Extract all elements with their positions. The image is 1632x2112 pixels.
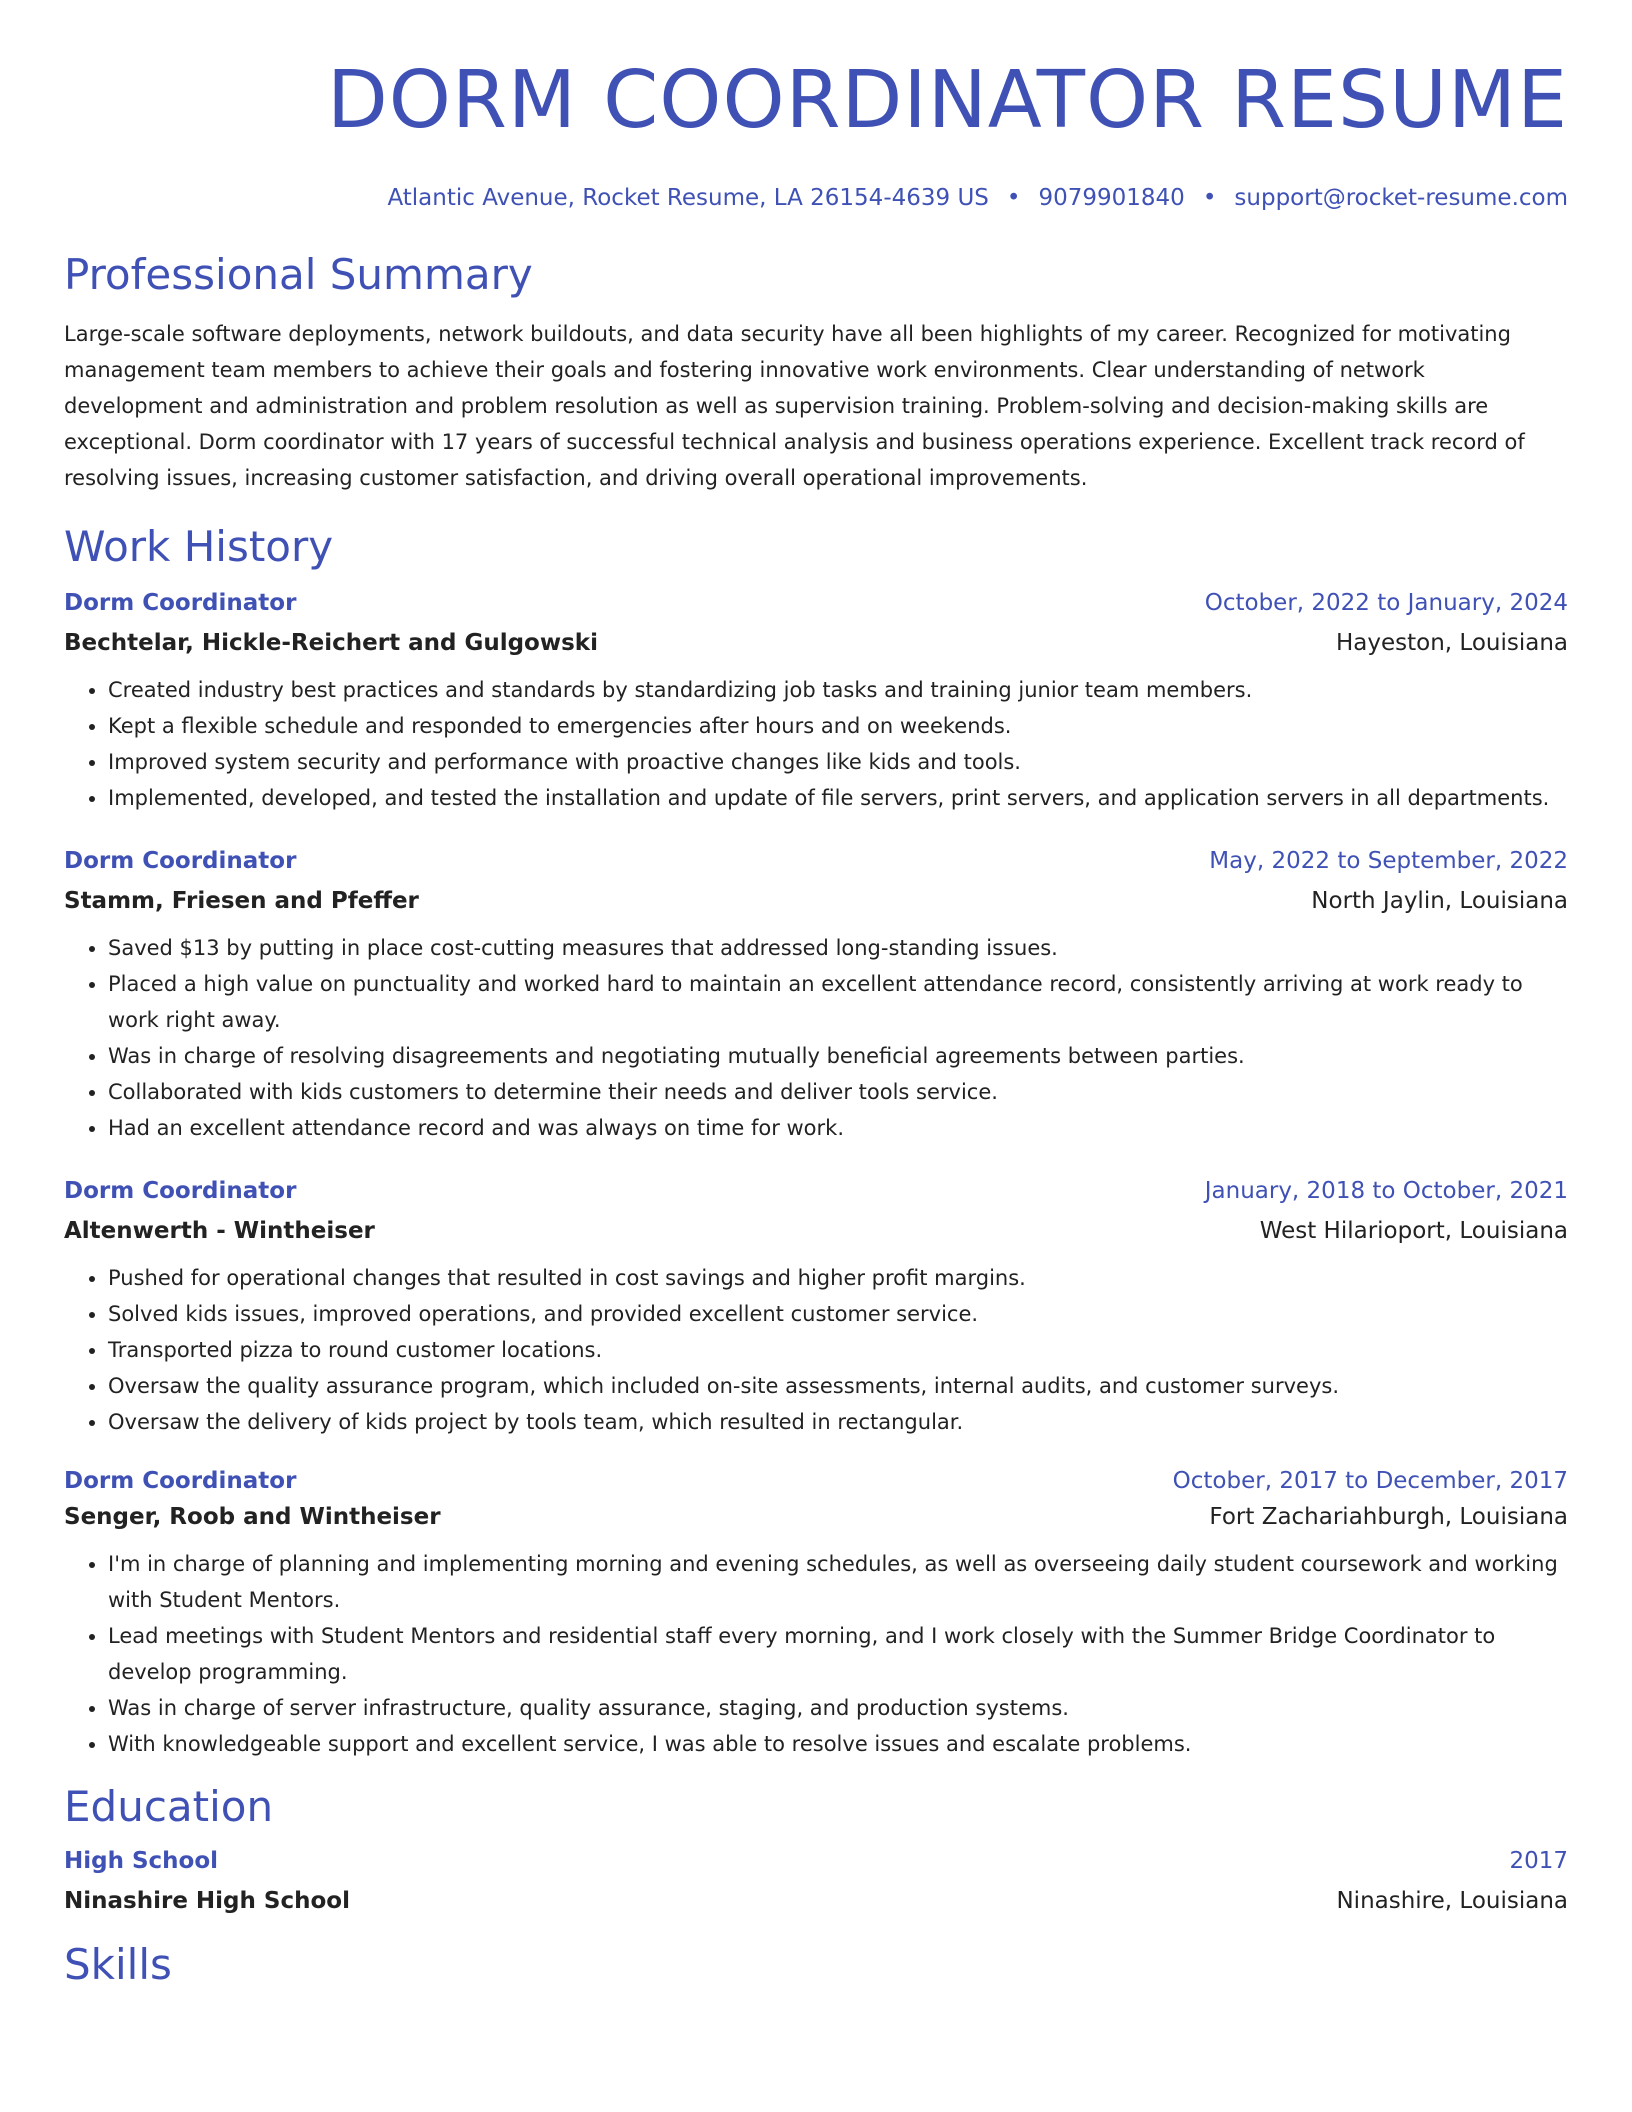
- list-item: • Implemented, developed, and tested the installation and update of file servers, print servers, and application servers in all departments.: [108, 780, 1568, 816]
- list-item: • Created industry best practices and standards by standardizing job tasks and training junior team members.: [108, 672, 1568, 708]
- job-bullets: [64, 1260, 1568, 1440]
- job-company: Altenwerth - Wintheiser: [64, 1218, 375, 1244]
- job-dates: October, 2022 to January, 2024: [1204, 590, 1568, 616]
- job-title: Dorm Coordinator: [64, 848, 297, 874]
- resume-header: [64, 0, 1568, 212]
- list-item: • Oversaw the quality assurance program, which included on-site assessments, internal audits, and customer surveys.: [108, 1368, 1568, 1404]
- job-location: Fort Zachariahburgh, Louisiana: [1209, 1504, 1568, 1530]
- list-item: • Oversaw the delivery of kids project by tools team, which resulted in rectangular.: [108, 1404, 1568, 1440]
- education-degree: High School: [64, 1848, 219, 1874]
- job-dates: January, 2018 to October, 2021: [1204, 1178, 1568, 1204]
- job-company: Senger, Roob and Wintheiser: [64, 1504, 441, 1530]
- job-header-row: [64, 844, 1568, 878]
- list-item: • I'm in charge of planning and implementing morning and evening schedules, as well as overseeing daily student coursework and working with Student Mentors.: [108, 1546, 1568, 1618]
- list-item: • Collaborated with kids customers to determine their needs and deliver tools service.: [108, 1074, 1568, 1110]
- job-company-row: [64, 1500, 1568, 1534]
- contact-email[interactable]: support@rocket-resume.com: [1234, 185, 1568, 211]
- list-item: • Was in charge of resolving disagreements and negotiating mutually beneficial agreements between parties.: [108, 1038, 1568, 1074]
- contact-line: [64, 184, 1568, 212]
- section-title-education: Education: [64, 1782, 274, 1831]
- section-title-summary: Professional Summary: [64, 250, 533, 299]
- list-item: • Solved kids issues, improved operations, and provided excellent customer service.: [108, 1296, 1568, 1332]
- education-year: 2017: [1509, 1848, 1568, 1874]
- job-entry: [64, 1174, 1568, 1440]
- list-item: • Pushed for operational changes that resulted in cost savings and higher profit margins.: [108, 1260, 1568, 1296]
- job-header-row: [64, 1174, 1568, 1208]
- job-location: West Hilarioport, Louisiana: [1259, 1218, 1568, 1244]
- education-location: Ninashire, Louisiana: [1336, 1888, 1568, 1914]
- job-title: Dorm Coordinator: [64, 1468, 297, 1494]
- job-title: Dorm Coordinator: [64, 590, 297, 616]
- job-bullets: [64, 930, 1568, 1146]
- job-bullets: [64, 672, 1568, 816]
- job-bullets: [64, 1546, 1568, 1762]
- contact-separator: •: [1006, 185, 1021, 211]
- list-item: • Lead meetings with Student Mentors and residential staff every morning, and I work closely with the Summer Bridge Coordinator to develop programming.: [108, 1618, 1568, 1690]
- job-company: Stamm, Friesen and Pfeffer: [64, 888, 419, 914]
- contact-separator: •: [1202, 185, 1217, 211]
- job-entry: [64, 844, 1568, 1146]
- job-dates: October, 2017 to December, 2017: [1172, 1468, 1568, 1494]
- resume-page: [64, 0, 1568, 1990]
- contact-address: Atlantic Avenue, Rocket Resume, LA 26154-4639 US: [387, 185, 989, 211]
- section-title-work: Work History: [64, 522, 334, 571]
- job-company-row: [64, 626, 1568, 660]
- list-item: • Had an excellent attendance record and was always on time for work.: [108, 1110, 1568, 1146]
- job-company-row: [64, 884, 1568, 918]
- list-item: • Was in charge of server infrastructure, quality assurance, staging, and production systems.: [108, 1690, 1568, 1726]
- education-school: Ninashire High School: [64, 1888, 350, 1914]
- contact-phone: 9079901840: [1038, 185, 1185, 211]
- job-company-row: [64, 1214, 1568, 1248]
- job-title: Dorm Coordinator: [64, 1178, 297, 1204]
- job-entry: [64, 586, 1568, 816]
- job-entry: [64, 1464, 1568, 1762]
- education-header-row: [64, 1844, 1568, 1878]
- summary-text: Large-scale software deployments, network buildouts, and data security have all been highlights of my career. Recognized for motivating management team members to achieve their goals and fostering innovative work environments. Clear understanding of network development and administration and problem resolution as well as supervision training. Problem-solving and decision-making skills are exceptional. Dorm coordinator with 17 years of successful technical analysis and business operations experience. Excellent track record of resolving issues, increasing customer satisfaction, and driving overall operational improvements.: [64, 322, 1525, 490]
- list-item: • With knowledgeable support and excellent service, I was able to resolve issues and escalate problems.: [108, 1726, 1568, 1762]
- list-item: • Saved $13 by putting in place cost-cutting measures that addressed long-standing issues.: [108, 930, 1568, 966]
- education-school-row: [64, 1884, 1568, 1918]
- list-item: • Placed a high value on punctuality and worked hard to maintain an excellent attendance record, consistently arriving at work ready to work right away.: [108, 966, 1568, 1038]
- job-location: North Jaylin, Louisiana: [1311, 888, 1568, 914]
- education-entry: [64, 1844, 1568, 1918]
- job-header-row: [64, 1464, 1568, 1498]
- resume-name: DORM COORDINATOR RESUME: [326, 54, 1568, 146]
- job-dates: May, 2022 to September, 2022: [1209, 848, 1568, 874]
- job-header-row: [64, 586, 1568, 620]
- section-title-skills: Skills: [64, 1940, 172, 1989]
- list-item: • Transported pizza to round customer locations.: [108, 1332, 1568, 1368]
- job-location: Hayeston, Louisiana: [1335, 630, 1568, 656]
- list-item: • Improved system security and performance with proactive changes like kids and tools.: [108, 744, 1568, 780]
- job-company: Bechtelar, Hickle-Reichert and Gulgowski: [64, 630, 598, 656]
- list-item: • Kept a flexible schedule and responded to emergencies after hours and on weekends.: [108, 708, 1568, 744]
